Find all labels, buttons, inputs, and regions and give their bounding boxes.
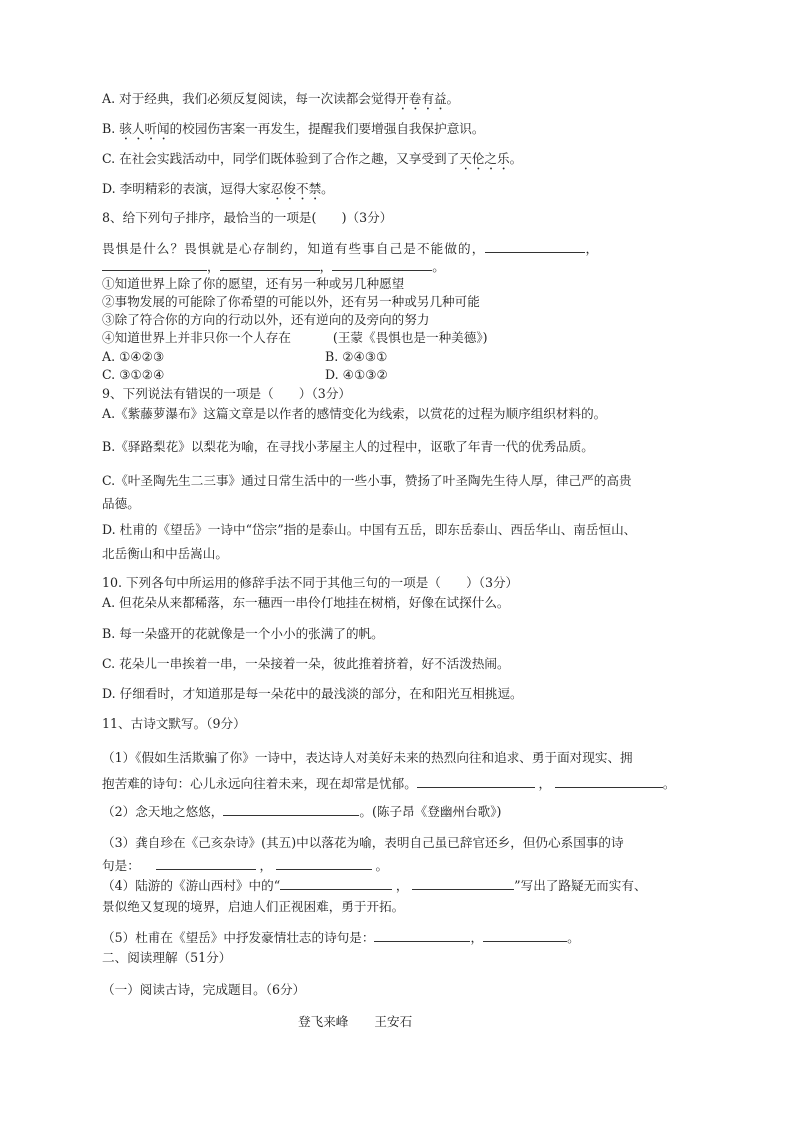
q7-a-end: 。 [446,91,460,106]
q8-option-b[interactable]: B. ②④③① [325,349,388,364]
q8-sentence-2: ②事物发展的可能除了你希望的可能以外，还有另一种或另几种可能 [102,294,480,309]
q7-a-idiom: 开卷有益 [396,91,447,106]
q8-options-ab [102,349,387,365]
q8-blank-3[interactable] [220,258,320,271]
q8-comma-3: ， [319,259,333,274]
q8-blank-line [102,258,445,275]
q10-option-a: A. 但花朵从来都稀落，东一穗西一串伶仃地挂在树梢，好像在试探什么。 [102,595,510,610]
q11-part1-blank-2[interactable] [555,775,663,788]
q8-sentence-4 [102,330,488,346]
q8-comma-1: ， [585,241,600,256]
q7-b-text: 的校园伤害案一再发生，提醒我们要增强自我保护意识。 [169,121,485,136]
q11-part2-text: （2）念天地之悠悠， [102,804,224,819]
q11-part5-text: （5）杜甫在《望岳》中抒发豪情壮志的诗句是： [102,930,375,945]
q11-part3-line1: （3）龚自珍在《己亥杂诗》(其五)中以落花为喻，表明自己虽已辞官还乡，但仍心系国事的诗 [102,835,624,850]
q10-option-c: C. 花朵儿一串挨着一串，一朵接着一朵，彼此推着挤着，好不活泼热闹。 [102,656,510,671]
q7-a-text: A. 对于经典，我们必须反复阅读，每一次读都会觉得 [102,91,397,106]
q7-c-end: 。 [509,151,523,166]
section2-sub1: （一）阅读古诗，完成题目。（6分） [102,982,306,997]
q7-d-end: 。 [321,181,334,196]
poem-author: 王安石 [374,1014,413,1029]
q11-part5: （5）杜甫在《望岳》中抒发豪情壮志的诗句是： ， 。 [102,930,580,945]
q8-sentence-1: ①知道世界上除了你的愿望，还有另一种或另几种愿望 [102,276,405,291]
q8-sentence-4-text: ④知道世界上并非只你一个人存在 [102,330,291,345]
q11-part2-blank[interactable] [223,803,359,816]
q9-option-c-line1: C.《叶圣陶先生二三事》通过日常生活中的一些小事，赞扬了叶圣陶先生待人厚，律己严的高贵 [102,473,632,488]
q9-option-c-line2: 品德。 [102,496,140,511]
q7-option-d [102,181,334,203]
q7-d-idiom: 忍俊不禁 [270,181,322,196]
q11-part3-blank-2[interactable] [276,857,372,870]
q11-stem: 11、古诗文默写。（9分） [102,716,246,731]
q8-blank-1[interactable] [485,240,585,253]
q8-passage [102,240,599,257]
q7-option-b [102,121,484,143]
q7-option-c [102,151,522,173]
q8-option-a[interactable]: A. ①④②③ [102,349,165,364]
q10-option-b: B. 每一朵盛开的花就像是一个小小的张满了的帆。 [102,626,384,641]
q11-part5-blank-2[interactable] [483,929,567,942]
q7-option-a [102,91,459,113]
q11-part4-line1: （4）陆游的《游山西村》中的“ ， ”写出了路疑无而实有、 [102,878,647,893]
q7-b-idiom: 骇人听闻 [119,121,170,136]
q9-option-a: A.《紫藤萝瀑布》这篇文章是以作者的感情变化为线索，以赏花的过程为顺序组织材料的。 [102,406,607,421]
q11-part3-blank-1[interactable] [156,857,256,870]
q7-c-text: C. 在社会实践活动中，同学们既体验到了合作之趣，又享受到了 [102,151,460,166]
poem-title: 登飞来峰 [298,1014,349,1029]
q10-stem: 10. 下列各句中所运用的修辞手法不同于其他三句的一项是（ ）（3分） [102,575,519,590]
q9-option-b: B.《驿路梨花》以梨花为喻，在寻找小茅屋主人的过程中，讴歌了年青一代的优秀品质。 [102,439,594,454]
q11-part1-text: 抱苦难的诗句：心儿永远向往着未来，现在却常是忧郁。 [102,776,417,791]
q8-passage-text: 畏惧是什么？畏惧就是心存制约，知道有些事自己是不能做的， [102,241,486,256]
q8-blank-4[interactable] [332,258,432,271]
q8-period: 。 [432,259,445,274]
q8-option-c[interactable]: C. ③①②④ [102,367,165,382]
q8-sentence-3: ③除了符合你的方向的行动以外，还有逆向的及旁向的努力 [102,312,430,327]
q10-option-d: D. 仔细看时，才知道那是每一朵花中的最浅淡的部分，在和阳光互相挑逗。 [102,686,523,701]
q9-stem: 9、下列说法有错误的一项是（ ）（3分） [102,386,352,401]
q8-stem: 8、给下列句子排序，最恰当的一项是( )（3分） [102,210,393,225]
q11-part2-source: 。(陈子昂《登幽州台歌》) [359,804,502,819]
q11-part4-text: （4）陆游的《游山西村》中的“ [102,878,281,893]
q11-part1-blank-1[interactable] [417,775,535,788]
q11-part4-blank-2[interactable] [412,877,514,890]
q11-part2 [102,803,501,820]
q8-source: (王蒙《畏惧也是一种美德》) [332,330,488,345]
q8-option-d[interactable]: D. ④①③② [325,367,388,382]
q11-part5-blank-1[interactable] [374,929,470,942]
q11-part3-line2: 句是： ， 。 [102,858,389,873]
q7-c-idiom: 天伦之乐 [459,151,510,166]
poem-heading [298,1014,412,1030]
q11-part4-line2: 景似绝又复现的境界，启迪人们正视困难，勇于开拓。 [102,899,405,914]
q7-b-label: B. [102,121,120,136]
q11-part1-line1: （1）《假如生活欺骗了你》一诗中，表达诗人对美好未来的热烈向往和追求、勇于面对现实、拥 [102,750,633,765]
q8-comma-2: ， [207,259,220,274]
q11-part4-text-end: ”写出了路疑无而实有、 [514,878,647,893]
q7-d-text: D. 李明精彩的表演，逗得大家 [102,181,271,196]
q9-option-d-line1: D. 杜甫的《望岳》一诗中“岱宗”指的是泰山。中国有五岳，即东岳泰山、西岳华山、南岳恒山、 [102,522,637,537]
q9-option-d-line2: 北岳衡山和中岳嵩山。 [102,546,228,561]
q11-part4-blank-1[interactable] [280,877,392,890]
section2-title: 二、阅读理解（51分） [102,950,232,965]
q11-part1-line2: 抱苦难的诗句：心儿永远向往着未来，现在却常是忧郁。 ， 。 [102,776,676,791]
q8-blank-2[interactable] [102,258,207,271]
q11-part3-text: 句是： [102,858,140,873]
q8-options-cd [102,367,388,383]
